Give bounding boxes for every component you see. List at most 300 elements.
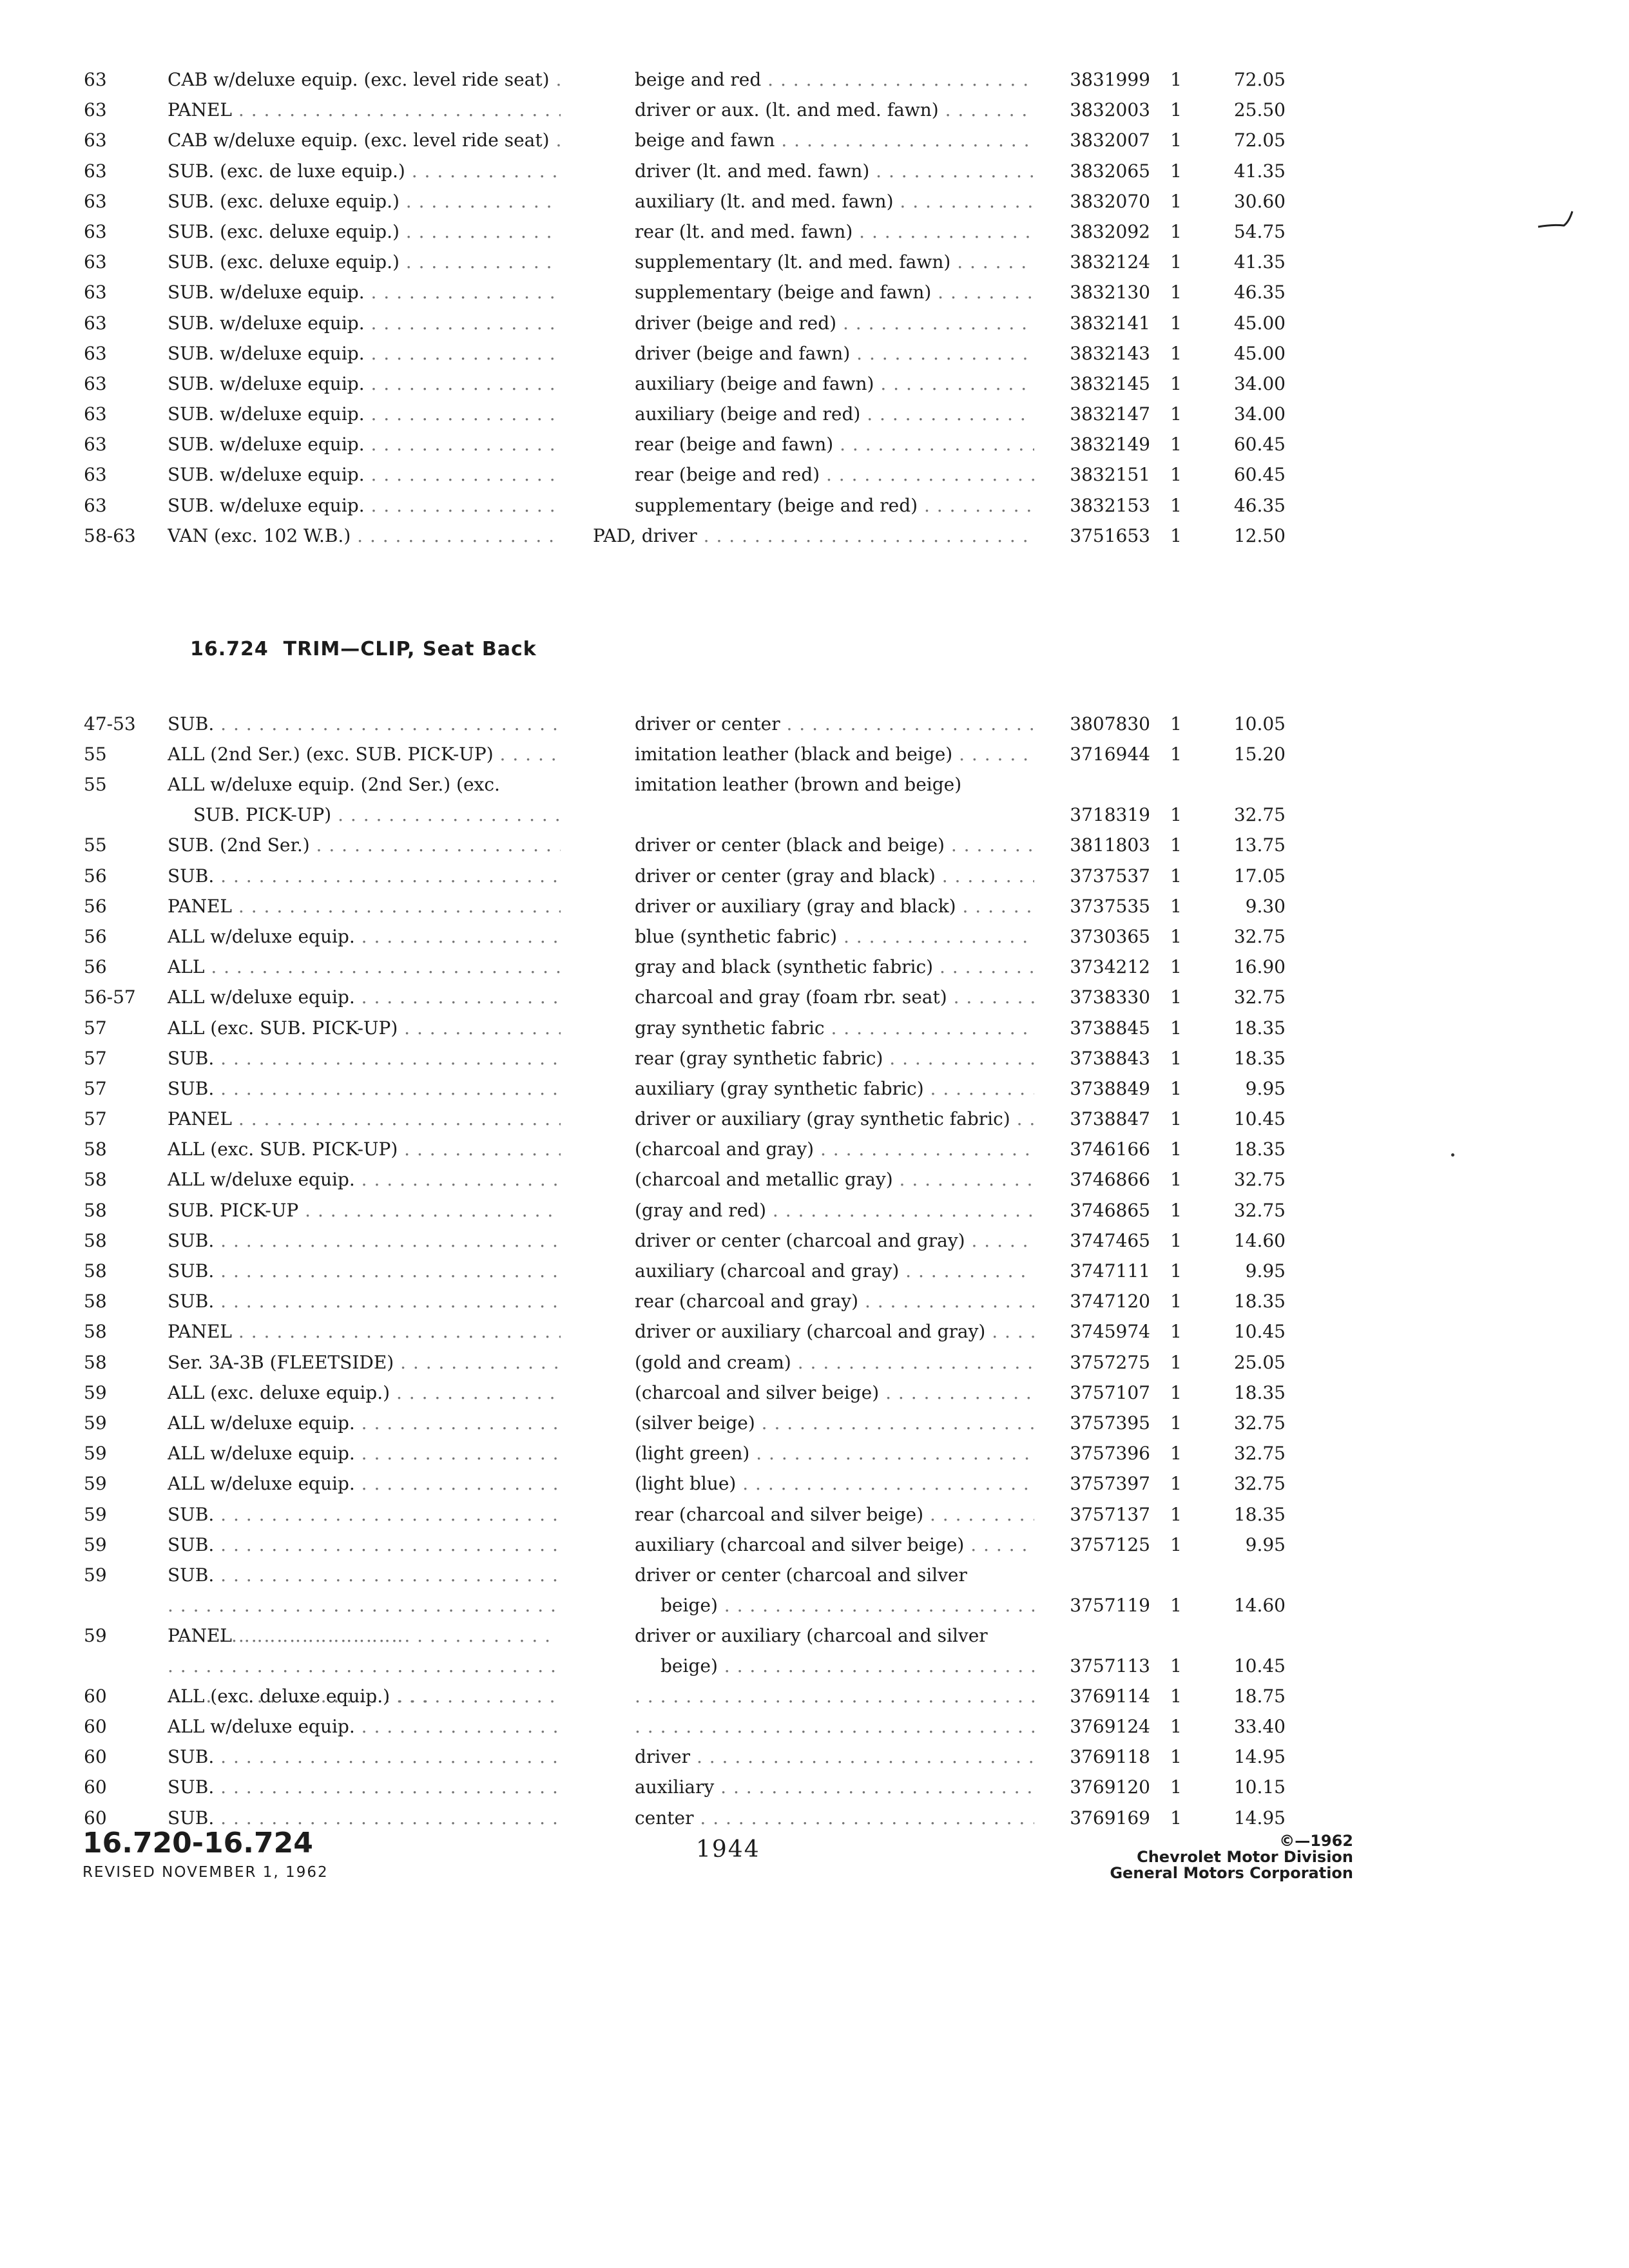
table-row: [0, 399, 1629, 429]
year-cell-text: 58-63: [84, 524, 136, 546]
part-number-cell: [1041, 800, 1150, 830]
price-cell: [1205, 490, 1286, 521]
table-row: [0, 1134, 1629, 1164]
year-cell: [84, 521, 155, 551]
part-number-cell-text: 3757395: [1070, 1412, 1150, 1434]
description-cell-text: rear (charcoal and gray): [635, 1291, 859, 1312]
year-cell: [84, 1681, 155, 1711]
price-cell-text: 32.75: [1233, 986, 1286, 1008]
model-cell-text: SUB.: [168, 1077, 215, 1099]
price-cell-text: 32.75: [1233, 925, 1286, 947]
model-cell-text: ALL (exc. SUB. PICK-UP): [168, 1139, 398, 1160]
table-row: [0, 1347, 1629, 1378]
model-cell-text: SUB. w/deluxe equip.: [168, 312, 365, 334]
model-cell: [168, 399, 561, 429]
table-row: [0, 156, 1629, 186]
year-cell-text: 59: [84, 1503, 107, 1525]
part-number-cell: [1041, 1195, 1150, 1225]
quantity-cell: [1160, 156, 1192, 186]
table-row: [0, 429, 1629, 459]
section-number: 16.724: [190, 638, 269, 660]
model-cell-text: ALL: [168, 956, 205, 978]
quantity-cell-text: 1: [1170, 220, 1182, 242]
price-cell: [1205, 1256, 1286, 1286]
table-row: [0, 1104, 1629, 1134]
price-cell: [1205, 459, 1286, 490]
quantity-cell-text: 1: [1170, 160, 1182, 182]
year-cell: [84, 308, 155, 338]
description-cell: [635, 1316, 1034, 1347]
part-number-cell-text: 3747111: [1070, 1260, 1150, 1282]
part-number-cell: [1041, 125, 1150, 155]
year-cell-text: 56: [84, 865, 107, 887]
quantity-cell: [1160, 125, 1192, 155]
model-cell-text: ALL w/deluxe equip.: [168, 1716, 355, 1738]
quantity-cell: [1160, 1256, 1192, 1286]
table-row: [0, 1408, 1629, 1438]
part-number-cell: [1041, 1347, 1150, 1378]
price-cell-text: 18.35: [1233, 1139, 1286, 1160]
model-cell: [168, 861, 561, 891]
part-number-cell-text: 3832065: [1070, 160, 1150, 182]
year-cell-text: 59: [84, 1624, 107, 1646]
quantity-cell: [1160, 1530, 1192, 1560]
description-cell-text: supplementary (lt. and med. fawn): [635, 251, 951, 273]
quantity-cell-text: 1: [1170, 744, 1182, 765]
footer-division: Chevrolet Motor Division: [1137, 1848, 1353, 1866]
description-cell: [635, 1620, 1034, 1681]
model-cell: [168, 921, 561, 952]
price-cell: [1205, 830, 1286, 860]
part-number-cell: [1041, 1316, 1150, 1347]
description-cell-text: driver or center (charcoal and silver: [635, 1564, 967, 1586]
price-cell-text: 45.00: [1233, 342, 1286, 364]
part-number-cell: [1041, 1651, 1150, 1681]
table-row: [0, 1468, 1629, 1499]
model-cell-text: SUB.: [168, 1564, 215, 1586]
model-cell: [168, 1286, 561, 1316]
quantity-cell: [1160, 216, 1192, 247]
model-cell-text: SUB. (exc. de luxe equip.): [168, 160, 405, 182]
part-number-cell: [1041, 247, 1150, 277]
quantity-cell-text: 1: [1170, 1077, 1182, 1099]
quantity-cell-text: 1: [1170, 986, 1182, 1008]
description-cell-text: (charcoal and silver beige): [635, 1381, 880, 1403]
quantity-cell-text: 1: [1170, 1260, 1182, 1282]
part-number-cell-text: 3738847: [1070, 1108, 1150, 1130]
price-cell: [1205, 64, 1286, 95]
price-cell: [1205, 861, 1286, 891]
description-cell-text: blue (synthetic fabric): [635, 925, 838, 947]
price-cell-text: 30.60: [1233, 190, 1286, 212]
part-number-cell: [1041, 1590, 1150, 1620]
model-cell-text: SUB.: [168, 1807, 215, 1829]
description-cell: [635, 1742, 1034, 1772]
part-number-cell-text: 3832092: [1070, 220, 1150, 242]
year-cell-text: 56: [84, 956, 107, 978]
year-cell-text: 63: [84, 372, 107, 394]
model-cell-text: SUB.: [168, 1776, 215, 1798]
model-cell: [168, 709, 561, 739]
price-cell-text: 18.35: [1233, 1017, 1286, 1039]
model-cell-text: SUB.: [168, 1229, 215, 1251]
quantity-cell: [1160, 186, 1192, 216]
description-cell-text: (charcoal and metallic gray): [635, 1169, 893, 1191]
part-number-cell-text: 3769169: [1070, 1807, 1150, 1829]
part-number-cell: [1041, 1073, 1150, 1104]
quantity-cell-text: 1: [1170, 190, 1182, 212]
quantity-cell-text: 1: [1170, 69, 1182, 90]
model-cell: [168, 1043, 561, 1073]
description-cell-text: gray synthetic fabric: [635, 1017, 825, 1039]
price-cell: [1205, 800, 1286, 830]
model-cell: [168, 1134, 561, 1164]
price-cell: [1205, 1590, 1286, 1620]
table-row: [0, 1681, 1629, 1711]
price-cell-text: 18.75: [1233, 1685, 1286, 1707]
price-cell: [1205, 277, 1286, 307]
part-number-cell: [1041, 1286, 1150, 1316]
description-cell-text: driver (lt. and med. fawn): [635, 160, 870, 182]
year-cell-text: 58: [84, 1351, 107, 1373]
description-cell-text: driver or center (black and beige): [635, 834, 945, 856]
part-number-cell: [1041, 861, 1150, 891]
table-row: [0, 1013, 1629, 1043]
price-cell-text: 15.20: [1233, 744, 1286, 765]
description-cell-continuation: beige) . . .: [635, 1651, 1034, 1681]
price-cell: [1205, 1711, 1286, 1742]
year-cell: [84, 709, 155, 739]
table-row: [0, 308, 1629, 338]
year-cell-text: 63: [84, 464, 107, 486]
part-number-cell: [1041, 399, 1150, 429]
model-cell: [168, 1164, 561, 1195]
table-row: [0, 739, 1629, 769]
year-cell: [84, 1286, 155, 1316]
year-cell-text: 57: [84, 1077, 107, 1099]
price-cell-text: 32.75: [1233, 1169, 1286, 1191]
part-number-cell: [1041, 95, 1150, 125]
price-cell-text: 14.95: [1233, 1807, 1286, 1829]
price-cell-text: 10.05: [1233, 713, 1286, 735]
quantity-cell: [1160, 1164, 1192, 1195]
price-cell: [1205, 1803, 1286, 1833]
year-cell: [84, 95, 155, 125]
table-row: [0, 1286, 1629, 1316]
part-number-cell: [1041, 921, 1150, 952]
part-number-cell: [1041, 1681, 1150, 1711]
part-number-cell: [1041, 1711, 1150, 1742]
price-cell-text: 13.75: [1233, 834, 1286, 856]
description-cell: [635, 739, 1034, 769]
year-cell-text: 63: [84, 130, 107, 151]
part-number-cell: [1041, 308, 1150, 338]
quantity-cell-text: 1: [1170, 1746, 1182, 1768]
part-number-cell-text: 3747120: [1070, 1291, 1150, 1312]
part-number-cell-text: 3757275: [1070, 1351, 1150, 1373]
part-number-cell: [1041, 338, 1150, 369]
table-row: [0, 769, 1629, 830]
table-row: [0, 1530, 1629, 1560]
table-row: [0, 861, 1629, 891]
quantity-cell-text: 1: [1170, 1716, 1182, 1738]
model-cell: [168, 1772, 561, 1802]
description-cell-text: rear (beige and red): [635, 464, 820, 486]
year-cell: [84, 1468, 155, 1499]
year-cell: [84, 247, 155, 277]
model-cell: [168, 1378, 561, 1408]
year-cell: [84, 338, 155, 369]
footer-publisher: [1063, 1833, 1353, 1881]
year-cell-text: 58: [84, 1139, 107, 1160]
table-row: [0, 338, 1629, 369]
description-cell: [635, 247, 1034, 277]
model-cell: [168, 1195, 561, 1225]
table-row: [0, 1164, 1629, 1195]
model-cell: [168, 1316, 561, 1347]
quantity-cell: [1160, 830, 1192, 860]
description-cell: [635, 1499, 1034, 1530]
part-number-cell-text: 3831999: [1070, 69, 1150, 90]
price-cell: [1205, 1225, 1286, 1256]
quantity-cell-text: 1: [1170, 1443, 1182, 1465]
year-cell: [84, 1742, 155, 1772]
quantity-cell-text: 1: [1170, 1685, 1182, 1707]
table-row: [0, 1043, 1629, 1073]
description-cell: [635, 1134, 1034, 1164]
table-row: [0, 1620, 1629, 1681]
year-cell: [84, 952, 155, 982]
quantity-cell: [1160, 921, 1192, 952]
description-cell: [635, 861, 1034, 891]
model-cell: [168, 1711, 561, 1742]
year-cell-text: 60: [84, 1776, 107, 1798]
price-cell: [1205, 1316, 1286, 1347]
year-cell: [84, 1195, 155, 1225]
description-cell: [635, 1378, 1034, 1408]
description-cell: [635, 1681, 1034, 1711]
quantity-cell: [1160, 1408, 1192, 1438]
part-number-cell: [1041, 186, 1150, 216]
year-cell-text: 63: [84, 434, 107, 456]
year-cell-text: 59: [84, 1533, 107, 1555]
price-cell-text: 34.00: [1233, 403, 1286, 425]
model-cell-text: SUB. w/deluxe equip.: [168, 372, 365, 394]
quantity-cell: [1160, 1378, 1192, 1408]
table-row: [0, 1438, 1629, 1468]
table-row: [0, 216, 1629, 247]
price-cell-text: 33.40: [1233, 1716, 1286, 1738]
quantity-cell-text: 1: [1170, 1199, 1182, 1221]
description-cell-continuation: beige) . . .: [635, 1590, 1034, 1620]
part-number-cell-text: 3832070: [1070, 190, 1150, 212]
model-cell-text: SUB.: [168, 1047, 215, 1069]
price-cell-text: 60.45: [1233, 434, 1286, 456]
description-cell: [635, 64, 1034, 95]
description-cell-text: (gold and cream): [635, 1351, 791, 1373]
quantity-cell-text: 1: [1170, 1047, 1182, 1069]
model-cell-continuation: SUB. PICK-UP) . . .: [168, 800, 561, 830]
price-cell: [1205, 1772, 1286, 1802]
price-cell-text: 10.15: [1233, 1776, 1286, 1798]
quantity-cell: [1160, 308, 1192, 338]
model-cell-text: SUB. w/deluxe equip.: [168, 342, 365, 364]
price-cell: [1205, 1164, 1286, 1195]
model-cell: [168, 216, 561, 247]
year-cell-text: 58: [84, 1229, 107, 1251]
model-cell-text: SUB. w/deluxe equip.: [168, 282, 365, 303]
model-cell: [168, 156, 561, 186]
quantity-cell: [1160, 709, 1192, 739]
year-cell: [84, 1438, 155, 1468]
price-cell-text: 45.00: [1233, 312, 1286, 334]
description-cell-text: auxiliary (charcoal and silver beige): [635, 1533, 965, 1555]
quantity-cell-text: 1: [1170, 372, 1182, 394]
description-cell-text: charcoal and gray (foam rbr. seat): [635, 986, 947, 1008]
price-cell: [1205, 921, 1286, 952]
model-cell: [168, 429, 561, 459]
part-number-cell: [1041, 891, 1150, 921]
quantity-cell: [1160, 1347, 1192, 1378]
model-cell-text: ALL (exc. deluxe equip.): [168, 1685, 390, 1707]
quantity-cell: [1160, 1073, 1192, 1104]
price-cell-text: 14.60: [1233, 1229, 1286, 1251]
year-cell: [84, 1043, 155, 1073]
part-number-cell-text: 3746166: [1070, 1139, 1150, 1160]
model-cell: [168, 277, 561, 307]
part-number-cell: [1041, 952, 1150, 982]
quantity-cell: [1160, 1438, 1192, 1468]
year-cell: [84, 769, 155, 800]
description-cell: [635, 338, 1034, 369]
part-number-cell-text: 3738843: [1070, 1047, 1150, 1069]
model-cell: [168, 1530, 561, 1560]
year-cell-text: 63: [84, 190, 107, 212]
description-cell: [635, 1560, 1034, 1620]
part-number-cell: [1041, 1530, 1150, 1560]
price-cell-text: 46.35: [1233, 282, 1286, 303]
quantity-cell: [1160, 1043, 1192, 1073]
model-cell: [168, 308, 561, 338]
price-cell: [1205, 338, 1286, 369]
model-cell: [168, 64, 561, 95]
quantity-cell-text: 1: [1170, 130, 1182, 151]
model-cell: [168, 1681, 561, 1711]
description-cell: [635, 186, 1034, 216]
model-cell: [168, 1408, 561, 1438]
quantity-cell-text: 1: [1170, 1321, 1182, 1343]
year-cell-text: 56-57: [84, 986, 136, 1008]
description-cell-text: auxiliary (beige and fawn): [635, 372, 874, 394]
year-cell-text: 63: [84, 220, 107, 242]
year-cell-text: 59: [84, 1412, 107, 1434]
quantity-cell-text: 1: [1170, 403, 1182, 425]
year-cell-text: 63: [84, 342, 107, 364]
quantity-cell-text: 1: [1170, 1776, 1182, 1798]
model-cell-text: PANEL: [168, 1624, 233, 1646]
price-cell-text: 14.95: [1233, 1746, 1286, 1768]
price-cell: [1205, 1468, 1286, 1499]
pen-mark: [1537, 207, 1576, 233]
description-cell: [635, 1803, 1034, 1833]
model-cell: [168, 521, 561, 551]
description-cell-text: rear (beige and fawn): [635, 434, 834, 456]
price-cell-text: 46.35: [1233, 494, 1286, 516]
page-number: 1944: [696, 1836, 760, 1863]
model-cell: [168, 490, 561, 521]
price-cell: [1205, 156, 1286, 186]
year-cell-text: 59: [84, 1381, 107, 1403]
price-cell-text: 14.60: [1233, 1594, 1286, 1616]
year-cell-text: 63: [84, 69, 107, 90]
price-cell: [1205, 1499, 1286, 1530]
price-cell: [1205, 216, 1286, 247]
table-row: [0, 95, 1629, 125]
description-cell: [635, 1073, 1034, 1104]
description-cell-text: auxiliary: [635, 1776, 715, 1798]
part-number-cell: [1041, 490, 1150, 521]
description-cell: [635, 830, 1034, 860]
model-cell-text: SUB.: [168, 1533, 215, 1555]
quantity-cell-text: 1: [1170, 312, 1182, 334]
part-number-cell: [1041, 739, 1150, 769]
description-cell-text: beige and fawn: [635, 130, 775, 151]
quantity-cell: [1160, 1195, 1192, 1225]
year-cell-text: 63: [84, 312, 107, 334]
model-cell-text: SUB. PICK-UP: [168, 1199, 299, 1221]
year-cell: [84, 982, 155, 1012]
model-cell-text: ALL w/deluxe equip.: [168, 1412, 355, 1434]
part-number-cell: [1041, 1438, 1150, 1468]
price-cell: [1205, 1013, 1286, 1043]
quantity-cell: [1160, 1225, 1192, 1256]
description-cell-text: auxiliary (lt. and med. fawn): [635, 190, 894, 212]
part-number-cell-text: 3769124: [1070, 1716, 1150, 1738]
description-cell-text: PAD, driver: [593, 524, 697, 546]
model-cell-text: VAN (exc. 102 W.B.): [168, 524, 351, 546]
price-cell: [1205, 1742, 1286, 1772]
price-cell-text: 34.00: [1233, 372, 1286, 394]
model-cell: [168, 1256, 561, 1286]
model-cell-text: Ser. 3A-3B (FLEETSIDE): [168, 1351, 394, 1373]
year-cell: [84, 216, 155, 247]
quantity-cell: [1160, 1134, 1192, 1164]
quantity-cell-text: 1: [1170, 1594, 1182, 1616]
description-cell-text: driver: [635, 1746, 691, 1768]
price-cell-text: 60.45: [1233, 464, 1286, 486]
price-cell-text: 17.05: [1233, 865, 1286, 887]
description-cell-text: supplementary (beige and red): [635, 494, 918, 516]
year-cell: [84, 1256, 155, 1286]
description-cell-text: driver or auxiliary (charcoal and silver: [635, 1624, 988, 1646]
description-cell: [635, 95, 1034, 125]
part-number-cell-text: 3769118: [1070, 1746, 1150, 1768]
model-cell: [168, 952, 561, 982]
quantity-cell-text: 1: [1170, 99, 1182, 121]
price-cell-text: 9.95: [1245, 1533, 1286, 1555]
year-cell: [84, 921, 155, 952]
price-cell-text: 18.35: [1233, 1503, 1286, 1525]
price-cell: [1205, 399, 1286, 429]
part-number-cell: [1041, 1803, 1150, 1833]
part-number-cell-text: 3832130: [1070, 282, 1150, 303]
price-cell: [1205, 1347, 1286, 1378]
year-cell: [84, 156, 155, 186]
table-row: [0, 1711, 1629, 1742]
part-number-cell-text: 3832147: [1070, 403, 1150, 425]
year-cell-text: 58: [84, 1199, 107, 1221]
model-cell-text: SUB. w/deluxe equip.: [168, 403, 365, 425]
